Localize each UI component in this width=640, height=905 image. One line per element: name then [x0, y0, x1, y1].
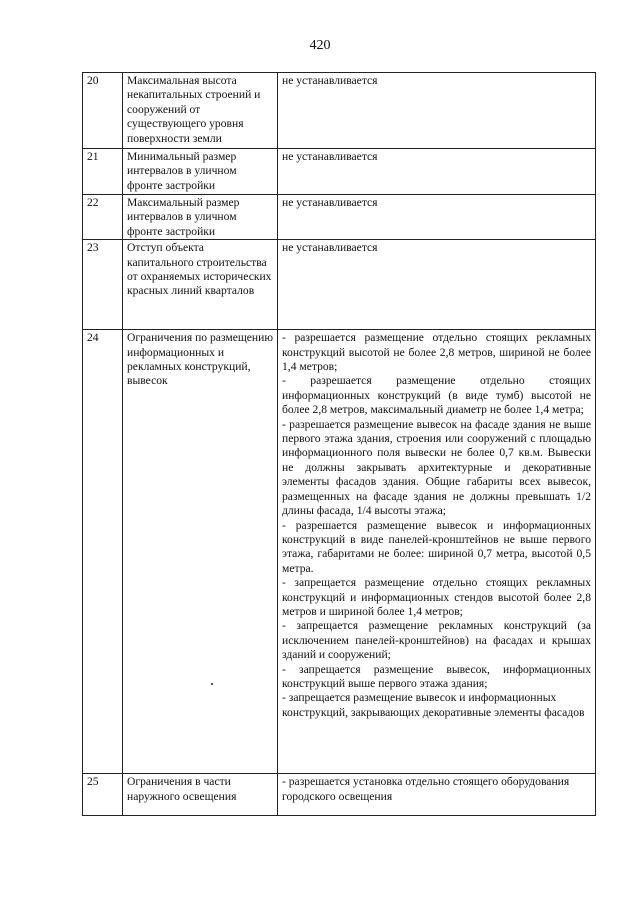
table-row [83, 195, 596, 240]
parameter-name: Отступ объекта капитального строительства от охраняемых исторических красных линий кварталов [123, 240, 278, 330]
table-row [83, 149, 596, 195]
table-row [83, 330, 596, 774]
restriction-item: - разрешается размещение отдельно стоящих информационных конструкций (в виде тумб) высотой не более 2,8 метров, максимальный диаметр не более 1,4 метра; [282, 374, 591, 417]
table-row [83, 73, 596, 149]
restriction-item: - запрещается размещение отдельно стоящих рекламных конструкций и информационных стендов высотой более 2,8 метров и шириной более 1,4 метров; [282, 576, 591, 618]
parameter-value: не устанавливается [278, 195, 596, 240]
row-number: 21 [83, 149, 123, 195]
restriction-item: - запрещается размещение вывесок и информационных конструкций, закрывающих декоративные элементы фасадов [282, 691, 585, 719]
scan-speck [211, 683, 213, 685]
row-number: 25 [83, 774, 123, 816]
table-row [83, 240, 596, 330]
parameter-name: Ограничения в части наружного освещения [123, 774, 278, 816]
restriction-item: - запрещается размещение рекламных конструкций (за исключением панелей-кронштейнов) на фасадах и крышах зданий и сооружений; [282, 619, 591, 662]
parameter-name: Максимальная высота некапитальных строений и сооружений от существующего уровня поверхности земли [123, 73, 278, 149]
regulations-table [82, 72, 596, 816]
parameter-value: не устанавливается [278, 149, 596, 195]
restriction-item: - разрешается размещение отдельно стоящих рекламных конструкций высотой не более 2,8 метров, шириной не более 1,4 метров; [282, 331, 591, 374]
row-number: 20 [83, 73, 123, 149]
restriction-item: - разрешается размещение вывесок на фасаде здания не выше первого этажа здания, строения или сооружений с площадью информационного поля вывески не более 0,7 кв.м. Вывески не должны закрывать архитектурные и декоративные элементы фасадов здания. Общие габариты всех вывесок, размещенных на фасаде здания не должны превышать 1/2 длины фасада, 1/4 высоты этажа; [282, 417, 591, 518]
row-number: 22 [83, 195, 123, 240]
page-number: 420 [309, 38, 331, 53]
parameter-value: - разрешается установка отдельно стоящего оборудования городского освещения [278, 774, 596, 816]
parameter-name: Минимальный размер интервалов в уличном фронте застройки [123, 149, 278, 195]
restriction-item: - запрещается размещение вывесок, информационных конструкций выше первого этажа здания; [282, 662, 591, 690]
restriction-item: - разрешается размещение вывесок и информационных конструкций в виде панелей-кронштейнов не выше первого этажа, габаритами не более: шириной 0,7 метра, высотой 0,5 метра. [282, 518, 591, 575]
parameter-value: не устанавливается [278, 73, 596, 149]
parameter-value: не устанавливается [278, 240, 596, 330]
parameter-name: Ограничения по размещению информационных и рекламных конструкций, вывесок [123, 330, 278, 774]
row-number: 24 [83, 330, 123, 774]
parameter-value [278, 330, 596, 774]
parameter-name: Максимальный размер интервалов в уличном фронте застройки [123, 195, 278, 240]
table-row [83, 774, 596, 816]
row-number: 23 [83, 240, 123, 330]
